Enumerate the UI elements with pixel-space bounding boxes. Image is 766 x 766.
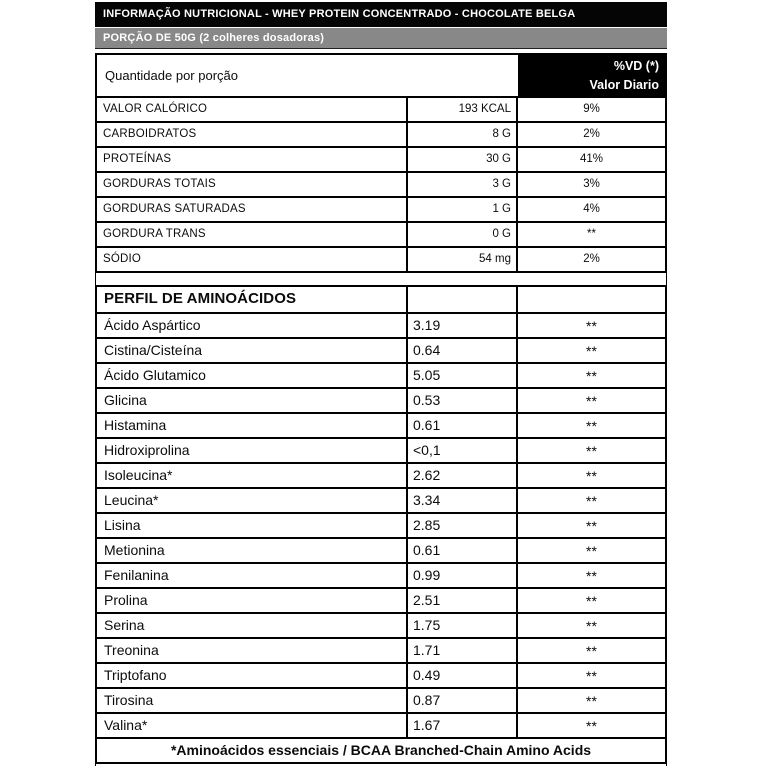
title-bar: [95, 2, 667, 27]
amino-acid-daily-value: **: [586, 368, 597, 384]
amino-section-header-row: [97, 287, 665, 312]
amino-acid-amount: 0.87: [408, 689, 518, 712]
amino-acid-daily-value: **: [586, 718, 597, 734]
portion-bar: [95, 28, 667, 49]
nutrient-row: [97, 246, 665, 271]
nutrient-daily-value: 9%: [583, 103, 600, 115]
nutrient-daily-value: 41%: [579, 153, 604, 165]
amino-acid-name: Lisina: [97, 514, 408, 537]
amino-acid-name: Triptofano: [97, 664, 408, 687]
daily-value-header-line1: %VD (*): [613, 59, 659, 74]
amino-acid-row: [97, 487, 665, 512]
amino-acid-name: Glicina: [97, 389, 408, 412]
amino-acid-row: [97, 437, 665, 462]
nutrient-amount: 30 G: [408, 148, 518, 171]
amino-acid-row: [97, 612, 665, 637]
amino-acid-name: Prolina: [97, 589, 408, 612]
amino-acid-amount: 1.75: [408, 614, 518, 637]
nutrient-amount: 1 G: [408, 198, 518, 221]
amino-acid-daily-value: **: [586, 643, 597, 659]
footnote-text: *Aminoácidos essenciais / BCAA Branched-Chain Amino Acids: [170, 742, 592, 758]
amino-acid-amount: 2.62: [408, 464, 518, 487]
nutrition-label: [95, 2, 667, 766]
amino-acid-daily-value: **: [586, 318, 597, 334]
amino-acid-amount: 0.61: [408, 414, 518, 437]
empty-dv-cell: [518, 287, 665, 312]
amino-acid-daily-value: **: [586, 668, 597, 684]
amino-acid-name: Hidroxiprolina: [97, 439, 408, 462]
nutrient-amount: 3 G: [408, 173, 518, 196]
amino-acid-rows: [97, 312, 665, 737]
amino-acid-name: Tirosina: [97, 689, 408, 712]
nutrient-amount: 193 KCAL: [408, 98, 518, 121]
amino-acid-row: [97, 312, 665, 337]
amino-acid-name: Treonina: [97, 639, 408, 662]
nutrient-rows: [97, 96, 665, 271]
amino-acid-amount: 2.85: [408, 514, 518, 537]
nutrient-label: VALOR CALÓRICO: [97, 98, 408, 121]
amino-acid-amount: 3.34: [408, 489, 518, 512]
amino-acid-row: [97, 687, 665, 712]
amino-acid-daily-value: **: [586, 518, 597, 534]
nutrient-daily-value: 4%: [583, 203, 600, 215]
amino-acid-row: [97, 462, 665, 487]
amino-acid-row: [97, 387, 665, 412]
amino-acid-daily-value: **: [586, 593, 597, 609]
nutrient-label: CARBOIDRATOS: [97, 123, 408, 146]
nutrient-daily-value: 2%: [583, 128, 600, 140]
amino-acid-row: [97, 662, 665, 687]
amino-acid-table: [95, 285, 667, 764]
quantity-header-cell: Quantidade por porção: [97, 55, 518, 96]
amino-acid-amount: 0.61: [408, 539, 518, 562]
amino-acid-daily-value: **: [586, 693, 597, 709]
amino-acid-amount: 3.19: [408, 314, 518, 337]
amino-acid-name: Ácido Glutamico: [97, 364, 408, 387]
nutrient-label: SÓDIO: [97, 248, 408, 271]
amino-acid-daily-value: **: [586, 543, 597, 559]
amino-acid-row: [97, 712, 665, 737]
amino-acid-name: Cistina/Cisteína: [97, 339, 408, 362]
nutrient-amount: 0 G: [408, 223, 518, 246]
nutrient-daily-value: 2%: [583, 253, 600, 265]
nutrient-row: [97, 171, 665, 196]
nutrient-row: [97, 146, 665, 171]
table-header-row: [97, 55, 665, 96]
amino-acid-daily-value: **: [586, 393, 597, 409]
amino-acid-amount: 5.05: [408, 364, 518, 387]
amino-acid-amount: 0.99: [408, 564, 518, 587]
nutrient-row: [97, 221, 665, 246]
amino-acid-amount: 2.51: [408, 589, 518, 612]
nutrient-label: GORDURAS TOTAIS: [97, 173, 408, 196]
amino-acid-daily-value: **: [586, 443, 597, 459]
amino-acid-row: [97, 362, 665, 387]
amino-section-title: PERFIL DE AMINOÁCIDOS: [97, 287, 408, 312]
amino-acid-daily-value: **: [586, 418, 597, 434]
footnote-row: [97, 737, 665, 762]
nutrient-row: [97, 121, 665, 146]
amino-acid-name: Valina*: [97, 714, 408, 737]
nutrient-amount: 54 mg: [408, 248, 518, 271]
amino-acid-daily-value: **: [586, 468, 597, 484]
nutrient-amount: 8 G: [408, 123, 518, 146]
amino-acid-row: [97, 412, 665, 437]
amino-acid-row: [97, 637, 665, 662]
portion-text: PORÇÃO DE 50G (2 colheres dosadoras): [103, 32, 325, 44]
empty-amount-cell: [408, 287, 518, 312]
nutrient-label: GORDURAS SATURADAS: [97, 198, 408, 221]
amino-acid-amount: <0,1: [408, 439, 518, 462]
amino-acid-amount: 0.53: [408, 389, 518, 412]
amino-acid-amount: 0.49: [408, 664, 518, 687]
label-title: INFORMAÇÃO NUTRICIONAL - WHEY PROTEIN CONCENTRADO - CHOCOLATE BELGA: [103, 8, 576, 20]
nutrient-row: [97, 96, 665, 121]
amino-acid-daily-value: **: [586, 493, 597, 509]
amino-acid-name: Leucina*: [97, 489, 408, 512]
amino-acid-daily-value: **: [586, 568, 597, 584]
daily-value-header-cell: [518, 55, 665, 96]
nutrient-row: [97, 196, 665, 221]
amino-acid-name: Metionina: [97, 539, 408, 562]
amino-acid-name: Fenilanina: [97, 564, 408, 587]
amino-acid-row: [97, 537, 665, 562]
nutrients-table: [95, 53, 667, 273]
amino-acid-row: [97, 562, 665, 587]
amino-acid-daily-value: **: [586, 343, 597, 359]
amino-acid-amount: 1.71: [408, 639, 518, 662]
amino-acid-name: Serina: [97, 614, 408, 637]
nutrient-daily-value: 3%: [583, 178, 600, 190]
amino-acid-amount: 0.64: [408, 339, 518, 362]
amino-acid-row: [97, 587, 665, 612]
nutrient-daily-value: **: [587, 228, 596, 240]
amino-acid-row: [97, 512, 665, 537]
daily-value-header-line2: Valor Diario: [589, 77, 659, 92]
amino-acid-amount: 1.67: [408, 714, 518, 737]
amino-acid-name: Ácido Aspártico: [97, 314, 408, 337]
section-gap: [95, 273, 667, 285]
amino-acid-name: Isoleucina*: [97, 464, 408, 487]
amino-acid-name: Histamina: [97, 414, 408, 437]
amino-acid-row: [97, 337, 665, 362]
nutrient-label: GORDURA TRANS: [97, 223, 408, 246]
amino-acid-daily-value: **: [586, 618, 597, 634]
nutrient-label: PROTEÍNAS: [97, 148, 408, 171]
